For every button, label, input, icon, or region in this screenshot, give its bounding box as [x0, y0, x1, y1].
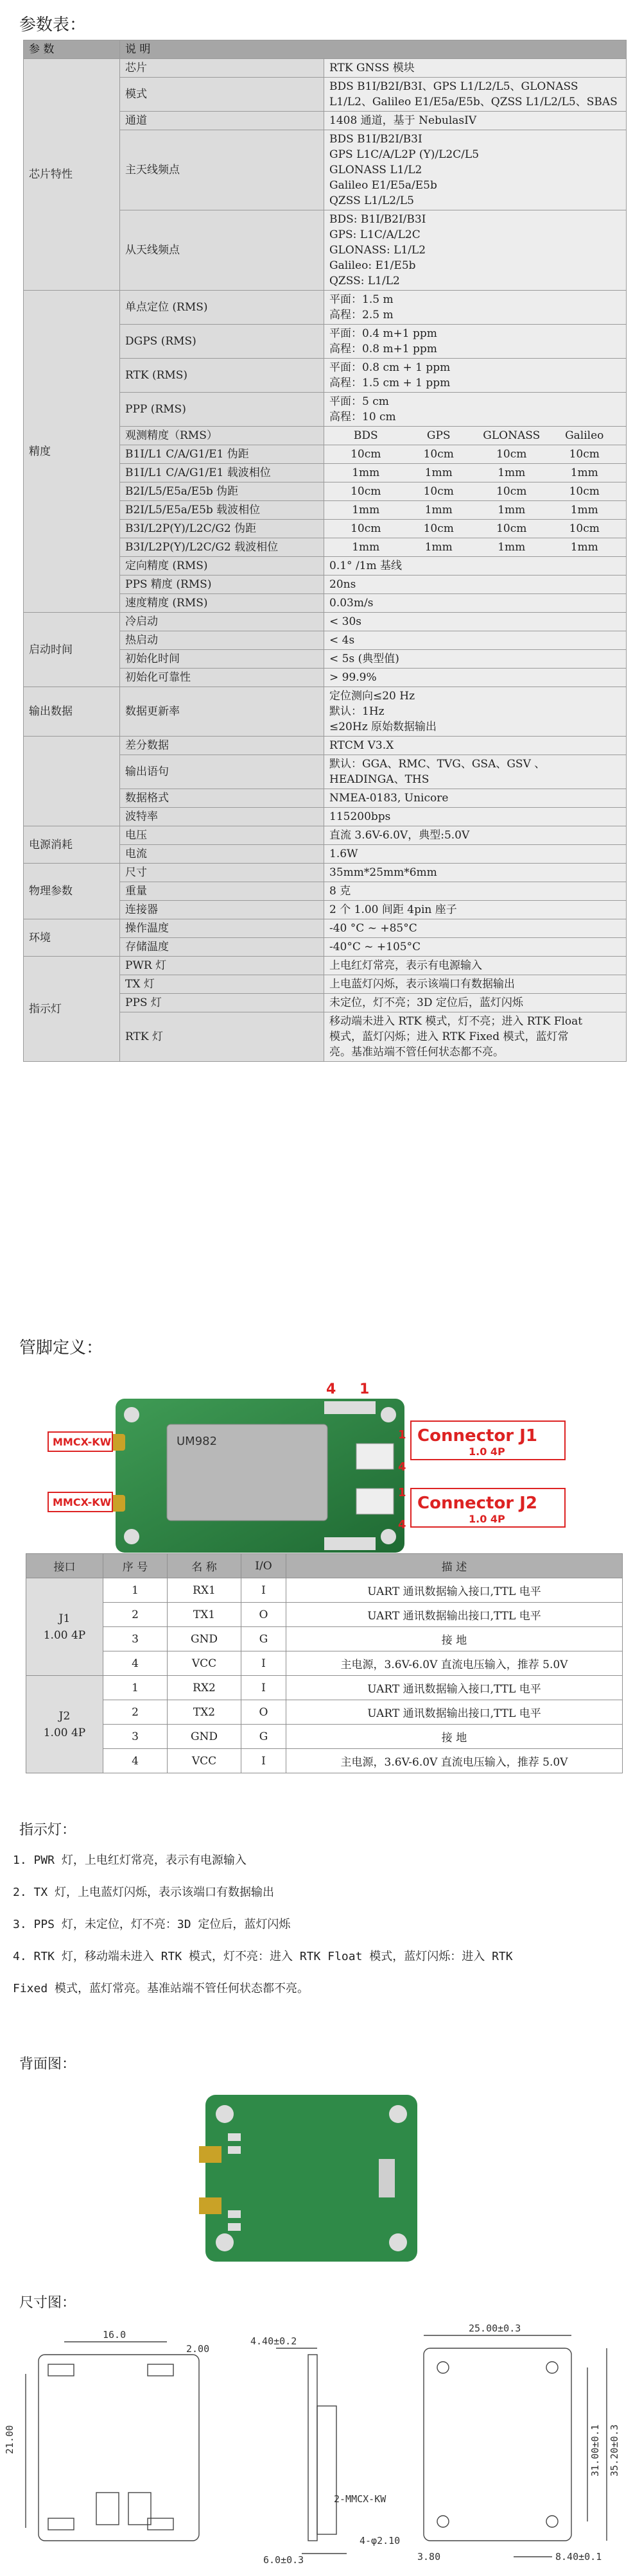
mmcx-label-bottom: MMCX-KW [53, 1496, 112, 1508]
obs-cell: 10cm [351, 485, 381, 498]
spec-label: 电流 [120, 845, 324, 864]
spec-value-line: Galileo: E1/E5b [329, 259, 416, 272]
led-note: 4. RTK 灯，移动端未进入 RTK 模式，灯不亮：进入 RTK Float 模式，蓝灯闪烁：进入 RTK [13, 1950, 513, 1963]
dim-31: 31.00±0.1 [589, 2424, 601, 2477]
pin-number: 4 [326, 1381, 336, 1397]
pin-row [26, 1700, 623, 1725]
spec-label: 模式 [120, 78, 324, 112]
spec-header-desc: 说 明 [120, 40, 627, 59]
pin-number: 4 [103, 1651, 168, 1676]
spec-value [324, 613, 627, 631]
obs-cell: 10cm [569, 448, 600, 461]
spec-value-line: 115200bps [329, 810, 391, 823]
pin-number: 4 [103, 1749, 168, 1773]
spec-label: 速度精度 (RMS) [120, 594, 324, 613]
spec-label: 单点定位 (RMS) [120, 291, 324, 325]
spec-value-line: 1.6W [329, 848, 358, 860]
spec-label: 数据格式 [120, 789, 324, 808]
mount-hole [124, 1529, 139, 1544]
obs-cell: BDS [353, 429, 378, 442]
spec-value [324, 882, 627, 901]
pin-table-header: 名 称 [168, 1554, 241, 1578]
spec-group: 物理参数 [24, 864, 120, 919]
pin-row [26, 1603, 623, 1627]
pin-header [324, 1537, 376, 1550]
obs-cell: 1mm [570, 541, 598, 554]
dim-35: 35.20±0.3 [609, 2424, 620, 2477]
spec-value [324, 957, 627, 975]
spec-label: 初始化时间 [120, 650, 324, 669]
spec-row [24, 59, 627, 78]
spec-value [324, 789, 627, 808]
spec-value [324, 975, 627, 994]
spec-label: 电压 [120, 826, 324, 845]
spec-value [324, 864, 627, 882]
spec-label: PPS 精度 (RMS) [120, 576, 324, 594]
spec-value-line: 未定位，灯不亮；3D 定位后，蓝灯闪烁 [329, 996, 523, 1009]
obs-cell: 10cm [423, 522, 454, 535]
spec-value-line: 0.1° /1m 基线 [329, 559, 403, 572]
pin-number: 3 [103, 1725, 168, 1749]
connector-j1-body [356, 1444, 394, 1469]
dimension-drawing [0, 2316, 642, 2573]
pin-table-header: 接口 [26, 1554, 103, 1578]
section-title-back: 背面图： [19, 2056, 76, 2072]
obs-cell: GPS [426, 429, 451, 442]
obs-cell: Galileo [565, 429, 604, 442]
obs-values [324, 520, 627, 538]
spec-value-line: BDS B1I/B2I/B3I、GPS L1/L2/L5、GLONASS [329, 80, 578, 93]
spec-label: DGPS (RMS) [120, 325, 324, 359]
spec-value-line: Galileo E1/E5a/E5b [329, 179, 437, 192]
pin-name: VCC [168, 1651, 241, 1676]
spec-value-line: 高程：2.5 m [329, 309, 394, 321]
spec-label: 数据更新率 [120, 687, 324, 737]
spec-value-line: < 5s (典型值) [329, 653, 399, 665]
pin-row [26, 1676, 623, 1700]
pin-table-header: 序 号 [103, 1554, 168, 1578]
obs-values [324, 464, 627, 482]
obs-cell: 10cm [423, 448, 454, 461]
spec-value [324, 938, 627, 957]
obs-values [324, 482, 627, 501]
pin-table [26, 1553, 623, 1773]
spec-label: 定向精度 (RMS) [120, 557, 324, 576]
obs-cell: 1mm [498, 541, 526, 554]
spec-value [324, 393, 627, 427]
pin-description: 接 地 [286, 1725, 623, 1749]
pin-number: 4 [398, 1518, 406, 1531]
spec-value-line: 模式，蓝灯闪烁；进入 RTK Fixed 模式，蓝灯常 [329, 1030, 569, 1043]
spec-value [324, 359, 627, 393]
spec-value [324, 901, 627, 919]
spec-value-line: 高程：1.5 cm + 1 ppm [329, 377, 451, 389]
pin-name: GND [168, 1725, 241, 1749]
spec-value-line: 2 个 1.00 间距 4pin 座子 [329, 903, 457, 916]
spec-group: 环境 [24, 919, 120, 957]
spec-value-line: BDS: B1I/B2I/B3I [329, 213, 426, 226]
spec-value-line: GPS L1C/A/L2P (Y)/L2C/L5 [329, 148, 480, 161]
obs-cell: 1mm [352, 541, 380, 554]
obs-cell: 10cm [569, 485, 600, 498]
obs-label: B1I/L1 C/A/G1/E1 载波相位 [120, 464, 324, 482]
obs-cell: 1mm [424, 466, 453, 479]
spec-value-line: 默认：GGA、RMC、TVG、GSA、GSV 、 [329, 758, 546, 771]
led-note: Fixed 模式，蓝灯常亮。基准站端不管任何状态都不亮。 [13, 1982, 309, 1995]
spec-group-blank [24, 737, 120, 826]
spec-value-line: 平面：0.4 m+1 ppm [329, 327, 437, 340]
spec-value [324, 325, 627, 359]
spec-value-line: > 99.9% [329, 671, 377, 684]
obs-cell: 1mm [570, 504, 598, 516]
board-back-photo [199, 2088, 430, 2274]
spec-value [324, 631, 627, 650]
obs-cell: 1mm [352, 504, 380, 516]
pin-name: RX1 [168, 1578, 241, 1603]
pin-name: TX2 [168, 1700, 241, 1725]
obs-cell: GLONASS [483, 429, 541, 442]
spec-row [24, 919, 627, 938]
spec-group: 指示灯 [24, 957, 120, 1062]
spec-row [24, 957, 627, 975]
pin-number: 1 [103, 1676, 168, 1700]
pin-io: O [241, 1700, 286, 1725]
spec-value [324, 291, 627, 325]
section-title-leds: 指示灯： [19, 1822, 76, 1838]
pin-row [26, 1749, 623, 1773]
pin-header [324, 1401, 376, 1414]
spec-value-line: 35mm*25mm*6mm [329, 866, 437, 879]
pin-interface-name: J2 [58, 1709, 71, 1723]
obs-label: B3I/L2P(Y)/L2C/G2 载波相位 [120, 538, 324, 557]
spec-label: 主天线频点 [120, 130, 324, 210]
obs-cell: 10cm [496, 485, 527, 498]
pin-interface-name: J1 [58, 1612, 71, 1625]
spec-value-line: 定位测向≤20 Hz [329, 690, 415, 703]
pin-number: 2 [103, 1603, 168, 1627]
obs-cell: 1mm [570, 466, 598, 479]
spec-label: PPP (RMS) [120, 393, 324, 427]
spec-value [324, 78, 627, 112]
dim-4-4: 4.40±0.2 [250, 2335, 297, 2347]
led-note: 3. PPS 灯，未定位，灯不亮：3D 定位后，蓝灯闪烁 [13, 1918, 291, 1931]
spec-label: 连接器 [120, 901, 324, 919]
obs-cell: 1mm [424, 541, 453, 554]
pin-io: O [241, 1603, 286, 1627]
pin-row [26, 1651, 623, 1676]
spec-value [324, 130, 627, 210]
spec-label: 差分数据 [120, 737, 324, 755]
spec-group: 精度 [24, 291, 120, 613]
spec-value [324, 826, 627, 845]
pin-number: 2 [103, 1700, 168, 1725]
spec-value-line: 平面：0.8 cm + 1 ppm [329, 361, 451, 374]
connector-j1-sublabel: 1.0 4P [469, 1446, 505, 1458]
pin-description: 主电源，3.6V-6.0V 直流电压输入，推荐 5.0V [286, 1749, 623, 1773]
spec-value-line: < 30s [329, 615, 362, 628]
pin-interface [26, 1578, 103, 1676]
spec-header-param: 参 数 [24, 40, 120, 59]
board-top-diagram [0, 1360, 642, 1572]
dim-25: 25.00±0.3 [469, 2323, 521, 2334]
dim-2: 2.00 [186, 2343, 210, 2355]
spec-label: 输出语句 [120, 755, 324, 789]
dim-16: 16.0 [103, 2329, 126, 2341]
mmcx-label-top: MMCX-KW [53, 1436, 112, 1448]
section-title-params: 参数表： [19, 15, 87, 35]
pin-io: I [241, 1651, 286, 1676]
spec-value-line: HEADINGA、THS [329, 773, 429, 786]
connector-j1-label: Connector J1 [417, 1426, 537, 1446]
spec-value-line: ≤20Hz 原始数据输出 [329, 721, 437, 733]
pin-number: 3 [103, 1627, 168, 1651]
spec-value-line: GLONASS: L1/L2 [329, 244, 426, 257]
spec-value-line: 20ns [329, 578, 356, 591]
led-note: 2. TX 灯，上电蓝灯闪烁，表示该端口有数据输出 [13, 1886, 275, 1899]
spec-label: PWR 灯 [120, 957, 324, 975]
connector-j2-sublabel: 1.0 4P [469, 1513, 505, 1525]
pin-description: 接 地 [286, 1627, 623, 1651]
spec-value-line: 高程：0.8 m+1 ppm [329, 343, 437, 355]
obs-label: B1I/L1 C/A/G1/E1 伪距 [120, 445, 324, 464]
spec-label: RTK (RMS) [120, 359, 324, 393]
spec-label: PPS 灯 [120, 994, 324, 1012]
spec-row [24, 864, 627, 882]
spec-value-line: RTK GNSS 模块 [329, 62, 415, 74]
spec-label: RTK 灯 [120, 1012, 324, 1062]
spec-value-line: 亮。基准站端不管任何状态都不亮。 [329, 1046, 504, 1059]
connector-j2-label: Connector J2 [417, 1494, 537, 1513]
spec-value-line: < 4s [329, 634, 355, 647]
spec-label: 操作温度 [120, 919, 324, 938]
spec-value-line: 平面：5 cm [329, 395, 389, 408]
spec-label: 从天线频点 [120, 210, 324, 291]
spec-value-line: -40 °C ~ +85°C [329, 922, 417, 935]
dim-21: 21.00 [4, 2425, 15, 2454]
obs-values [324, 427, 627, 445]
pin-row [26, 1578, 623, 1603]
spec-group: 启动时间 [24, 613, 120, 687]
spec-value-line: 默认：1Hz [329, 705, 385, 718]
section-title-size: 尺寸图： [19, 2295, 76, 2311]
connector-j2-body [356, 1488, 394, 1514]
pin-table-header: I/O [241, 1554, 286, 1578]
pin-number: 1 [103, 1578, 168, 1603]
obs-cell: 10cm [351, 522, 381, 535]
dim-8-4: 8.40±0.1 [555, 2551, 602, 2563]
spec-value [324, 755, 627, 789]
pin-number: 1 [398, 1428, 406, 1442]
spec-value-line: QZSS L1/L2/L5 [329, 194, 414, 207]
spec-value [324, 808, 627, 826]
obs-cell: 10cm [496, 448, 527, 461]
obs-label: B2I/L5/E5a/E5b 载波相位 [120, 501, 324, 520]
spec-value [324, 669, 627, 687]
spec-value-line: NMEA-0183, Unicore [329, 792, 449, 805]
spec-label: TX 灯 [120, 975, 324, 994]
spec-label: 存储温度 [120, 938, 324, 957]
obs-cell: 1mm [498, 466, 526, 479]
pin-row [26, 1627, 623, 1651]
obs-cell: 10cm [423, 485, 454, 498]
obs-cell: 1mm [424, 504, 453, 516]
spec-value [324, 576, 627, 594]
spec-group: 电源消耗 [24, 826, 120, 864]
spec-table [23, 40, 627, 1062]
spec-value-line: BDS B1I/B2I/B3I [329, 133, 422, 146]
mount-hole [381, 1529, 396, 1544]
obs-label: B3I/L2P(Y)/L2C/G2 伪距 [120, 520, 324, 538]
pin-name: VCC [168, 1749, 241, 1773]
pin-io: I [241, 1578, 286, 1603]
pin-description: UART 通讯数据输出接口,TTL 电平 [286, 1603, 623, 1627]
spec-value-line: RTCM V3.X [329, 739, 394, 752]
mount-hole [381, 1407, 396, 1422]
mount-hole [124, 1407, 139, 1422]
chip-label: UM982 [177, 1435, 218, 1448]
pin-interface-sub: 1.00 4P [43, 1726, 86, 1739]
pin-interface-sub: 1.00 4P [43, 1628, 86, 1642]
obs-label: B2I/L5/E5a/E5b 伪距 [120, 482, 324, 501]
spec-value-line: 上电蓝灯闪烁，表示该端口有数据输出 [329, 978, 515, 991]
pin-io: I [241, 1676, 286, 1700]
spec-value-line: 1408 通道，基于 NebulasIV [329, 114, 477, 127]
pin-description: UART 通讯数据输入接口,TTL 电平 [286, 1676, 623, 1700]
obs-cell: 1mm [498, 504, 526, 516]
spec-value [324, 650, 627, 669]
spec-value-line: -40°C ~ +105°C [329, 941, 421, 953]
obs-values [324, 501, 627, 520]
spec-value [324, 112, 627, 130]
pin-number: 4 [398, 1460, 406, 1474]
spec-label: 尺寸 [120, 864, 324, 882]
spec-value [324, 845, 627, 864]
pin-name: TX1 [168, 1603, 241, 1627]
dim-mmcx: 2-MMCX-KW [334, 2493, 386, 2505]
obs-cell: 10cm [569, 522, 600, 535]
spec-value [324, 737, 627, 755]
spec-value-line: L1/L2、Galileo E1/E5a/E5b、QZSS L1/L2/L5、SBAS [329, 96, 618, 108]
pin-description: UART 通讯数据输入接口,TTL 电平 [286, 1578, 623, 1603]
spec-value-line: 高程：10 cm [329, 411, 396, 423]
dim-6: 6.0±0.3 [263, 2554, 304, 2566]
spec-value-line: QZSS: L1/L2 [329, 275, 400, 287]
spec-value [324, 919, 627, 938]
spec-value [324, 1012, 627, 1062]
spec-label: 重量 [120, 882, 324, 901]
dim-3-8: 3.80 [417, 2551, 441, 2563]
spec-label: 波特率 [120, 808, 324, 826]
obs-values [324, 445, 627, 464]
pin-table-header: 描 述 [286, 1554, 623, 1578]
obs-cell: 10cm [351, 448, 381, 461]
pin-interface [26, 1676, 103, 1773]
spec-value-line: 8 克 [329, 885, 351, 898]
spec-label: 通道 [120, 112, 324, 130]
spec-value [324, 557, 627, 576]
obs-label: 观测精度（RMS） [120, 427, 324, 445]
obs-cell: 1mm [352, 466, 380, 479]
spec-group: 芯片特性 [24, 59, 120, 291]
spec-row [24, 826, 627, 845]
spec-value [324, 994, 627, 1012]
dim-4phi: 4-φ2.10 [360, 2535, 401, 2546]
section-title-pins: 管脚定义： [19, 1338, 103, 1358]
spec-value-line: 0.03m/s [329, 597, 374, 610]
spec-value-line: GLONASS L1/L2 [329, 164, 422, 176]
pin-io: I [241, 1749, 286, 1773]
spec-label: 冷启动 [120, 613, 324, 631]
led-note: 1. PWR 灯，上电红灯常亮，表示有电源输入 [13, 1854, 247, 1867]
obs-values [324, 538, 627, 557]
pin-description: UART 通讯数据输出接口,TTL 电平 [286, 1700, 623, 1725]
spec-group: 输出数据 [24, 687, 120, 737]
pin-name: GND [168, 1627, 241, 1651]
pin-number: 1 [360, 1381, 370, 1397]
spec-value [324, 59, 627, 78]
spec-value-line: 移动端未进入 RTK 模式，灯不亮；进入 RTK Float [329, 1015, 583, 1028]
obs-cell: 10cm [496, 522, 527, 535]
spec-label: 初始化可靠性 [120, 669, 324, 687]
spec-label: 热启动 [120, 631, 324, 650]
spec-value [324, 594, 627, 613]
pin-row [26, 1725, 623, 1749]
spec-value-line: 直流 3.6V-6.0V，典型:5.0V [329, 829, 470, 842]
spec-value [324, 210, 627, 291]
spec-value-line: 上电红灯常亮，表示有电源输入 [329, 959, 482, 972]
spec-value [324, 687, 627, 737]
pin-io: G [241, 1627, 286, 1651]
pin-description: 主电源，3.6V-6.0V 直流电压输入，推荐 5.0V [286, 1651, 623, 1676]
spec-value-line: 平面：1.5 m [329, 293, 394, 306]
spec-row [24, 613, 627, 631]
pin-io: G [241, 1725, 286, 1749]
spec-value-line: GPS: L1C/A/L2C [329, 228, 421, 241]
pin-number: 1 [398, 1486, 406, 1499]
pin-name: RX2 [168, 1676, 241, 1700]
spec-label: 芯片 [120, 59, 324, 78]
